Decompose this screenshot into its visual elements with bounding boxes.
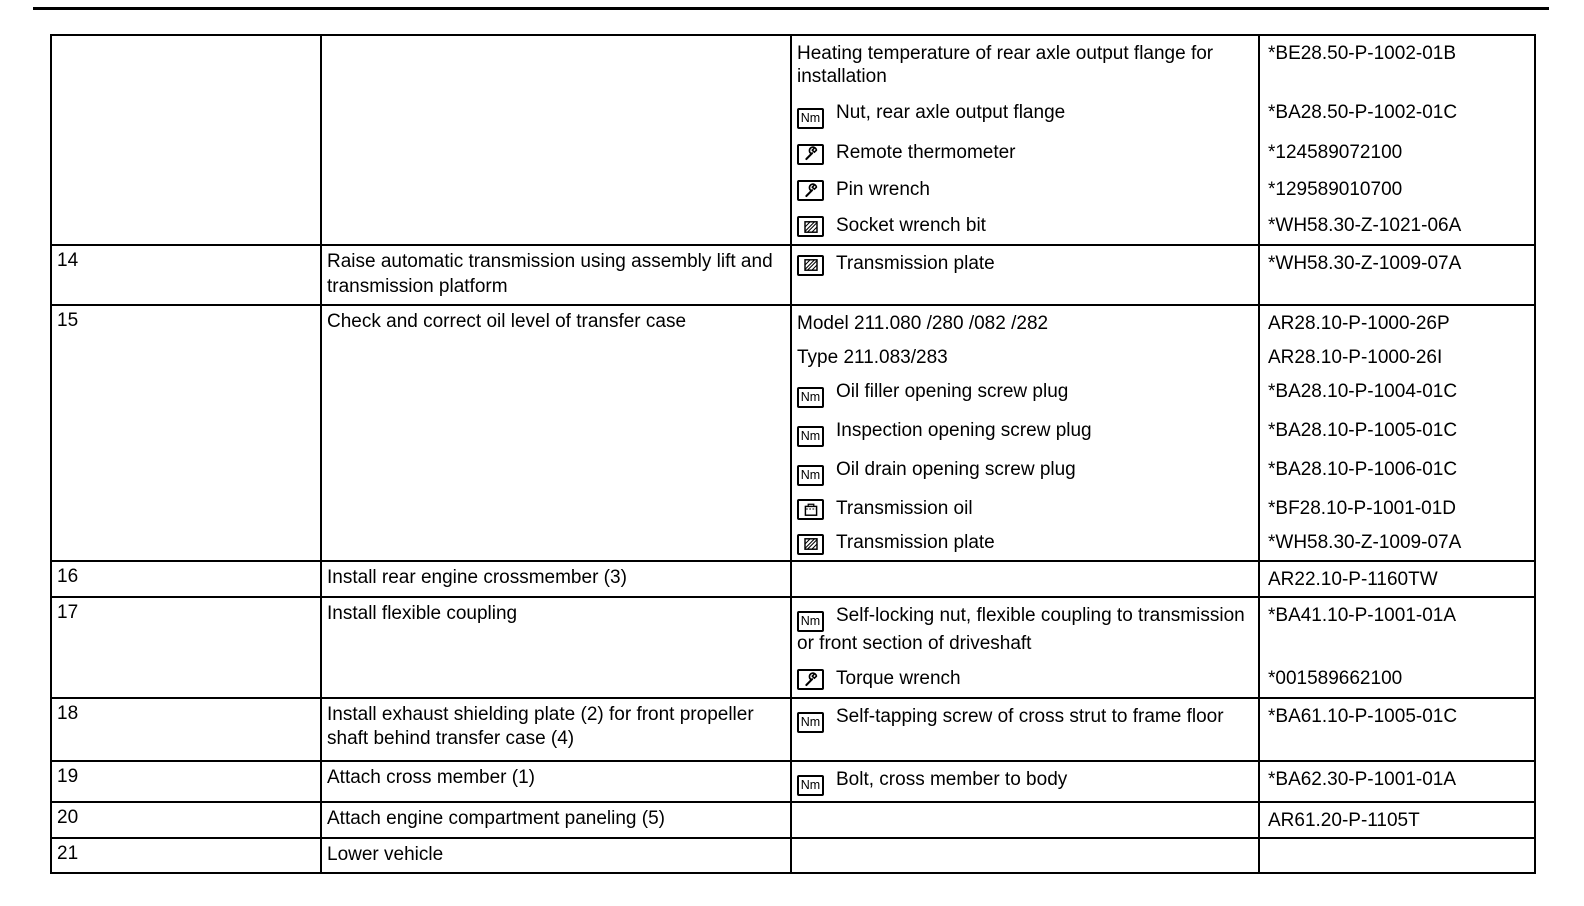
item-description — [792, 699, 1260, 760]
item-text: Self-locking nut, flexible coupling to transmission or front section of driveshaft — [797, 604, 1245, 654]
table-row — [52, 596, 1534, 697]
operation-text: Install exhaust shielding plate (2) for front propeller shaft behind transfer case (4) — [322, 699, 792, 760]
table-row — [52, 760, 1534, 801]
items-area — [792, 762, 1534, 801]
item-text: Model 211.080 /280 /082 /282 — [797, 313, 1049, 334]
operation-text: Raise automatic transmission using assembly lift and transmission platform — [322, 246, 792, 304]
operation-text: Install rear engine crossmember (3) — [322, 562, 792, 596]
item-text: Oil drain opening screw plug — [836, 458, 1076, 480]
table-row — [52, 244, 1534, 304]
table-row — [52, 304, 1534, 560]
table-row — [52, 697, 1534, 760]
item-code: AR28.10-P-1000-26P — [1268, 313, 1450, 334]
items-area — [792, 699, 1534, 760]
step-number: 19 — [52, 762, 322, 801]
step-number: 20 — [52, 803, 322, 837]
item-text: Nut, rear axle output flange — [836, 102, 1066, 124]
item-code: *BA28.10-P-1005-01C — [1268, 420, 1458, 442]
torque-icon: Nm — [797, 387, 824, 408]
workshop-equipment-icon — [797, 255, 824, 276]
item-code: *BA62.30-P-1001-01A — [1268, 768, 1457, 790]
item-text: Transmission plate — [836, 253, 995, 274]
item-text: Bolt, cross member to body — [836, 768, 1068, 790]
items-area — [792, 598, 1534, 697]
item-description — [792, 452, 1260, 491]
item-code: *BA41.10-P-1001-01A — [1268, 604, 1457, 626]
torque-icon: Nm — [797, 426, 824, 447]
item-text: Torque wrench — [836, 667, 961, 689]
item-code: *WH58.30-Z-1009-07A — [1268, 532, 1462, 554]
item-text: Heating temperature of rear axle output flange for installation — [797, 43, 1214, 88]
item-description — [792, 208, 1260, 244]
item-code: *001589662100 — [1268, 667, 1403, 689]
items-area — [792, 839, 1534, 872]
table-row — [52, 801, 1534, 837]
item-code: AR28.10-P-1000-26I — [1268, 347, 1443, 369]
item-text: Oil filler opening screw plug — [836, 381, 1069, 403]
item-description — [792, 762, 1260, 801]
item-text: Socket wrench bit — [836, 214, 986, 236]
item-text: Inspection opening screw plug — [836, 420, 1092, 442]
item-text: Self-tapping screw of cross strut to frame floor — [836, 705, 1224, 727]
table-row — [52, 560, 1534, 596]
item-code: *BF28.10-P-1001-01D — [1268, 497, 1456, 519]
item-description — [792, 661, 1260, 697]
item-code: *BA28.10-P-1006-01C — [1268, 458, 1458, 480]
item-description — [792, 525, 1260, 560]
step-number: 17 — [52, 598, 322, 697]
items-area — [792, 306, 1534, 560]
items-area — [792, 562, 1534, 596]
item-description — [792, 491, 1260, 526]
item-text: Transmission oil — [836, 497, 973, 519]
item-text: Remote thermometer — [836, 142, 1016, 164]
item-description — [792, 306, 1260, 340]
items-area — [792, 803, 1534, 837]
item-description — [792, 36, 1260, 95]
operation-text: Attach engine compartment paneling (5) — [322, 803, 792, 837]
workshop-equipment-icon — [797, 216, 824, 237]
item-code: *129589010700 — [1268, 178, 1403, 200]
step-number: 14 — [52, 246, 322, 304]
item-text: Type 211.083/283 — [797, 347, 948, 369]
item-description — [792, 803, 1260, 837]
item-code: AR22.10-P-1160TW — [1268, 568, 1438, 590]
step-number — [52, 36, 322, 244]
table-row — [52, 36, 1534, 244]
item-code: *BA28.50-P-1002-01C — [1268, 102, 1458, 124]
torque-icon: Nm — [797, 712, 824, 733]
item-code: *WH58.30-Z-1021-06A — [1268, 214, 1462, 236]
item-description — [792, 246, 1260, 304]
item-code: *BA61.10-P-1005-01C — [1268, 705, 1458, 727]
page-top-rule — [33, 7, 1549, 10]
item-code: *BE28.50-P-1002-01B — [1268, 43, 1457, 64]
torque-icon: Nm — [797, 775, 824, 796]
step-number: 21 — [52, 839, 322, 872]
item-code: AR61.20-P-1105T — [1268, 809, 1420, 831]
table-row — [52, 837, 1534, 872]
item-description — [792, 172, 1260, 208]
step-number: 15 — [52, 306, 322, 560]
items-area — [792, 36, 1534, 244]
service-procedure-table — [50, 34, 1536, 874]
items-area — [792, 246, 1534, 304]
special-tool-icon — [797, 669, 824, 690]
item-description — [792, 413, 1260, 452]
special-tool-icon — [797, 180, 824, 201]
item-description — [792, 562, 1260, 596]
item-description — [792, 95, 1260, 135]
item-description — [792, 135, 1260, 171]
item-text: Transmission plate — [836, 532, 995, 554]
item-code: *124589072100 — [1268, 142, 1403, 164]
operation-text: Install flexible coupling — [322, 598, 792, 697]
operation-text: Attach cross member (1) — [322, 762, 792, 801]
operation-text: Lower vehicle — [322, 839, 792, 872]
oil-can-icon — [797, 499, 824, 520]
item-code: *WH58.30-Z-1009-07A — [1268, 253, 1462, 274]
torque-icon: Nm — [797, 611, 824, 632]
operation-text — [322, 36, 792, 244]
torque-icon: Nm — [797, 108, 824, 129]
item-text: Pin wrench — [836, 178, 930, 200]
special-tool-icon — [797, 144, 824, 165]
item-description — [792, 374, 1260, 413]
item-description — [792, 340, 1260, 374]
step-number: 18 — [52, 699, 322, 760]
item-code: *BA28.10-P-1004-01C — [1268, 381, 1458, 403]
operation-text: Check and correct oil level of transfer case — [322, 306, 792, 560]
torque-icon: Nm — [797, 465, 824, 486]
step-number: 16 — [52, 562, 322, 596]
item-description — [792, 598, 1260, 661]
workshop-equipment-icon — [797, 534, 824, 555]
